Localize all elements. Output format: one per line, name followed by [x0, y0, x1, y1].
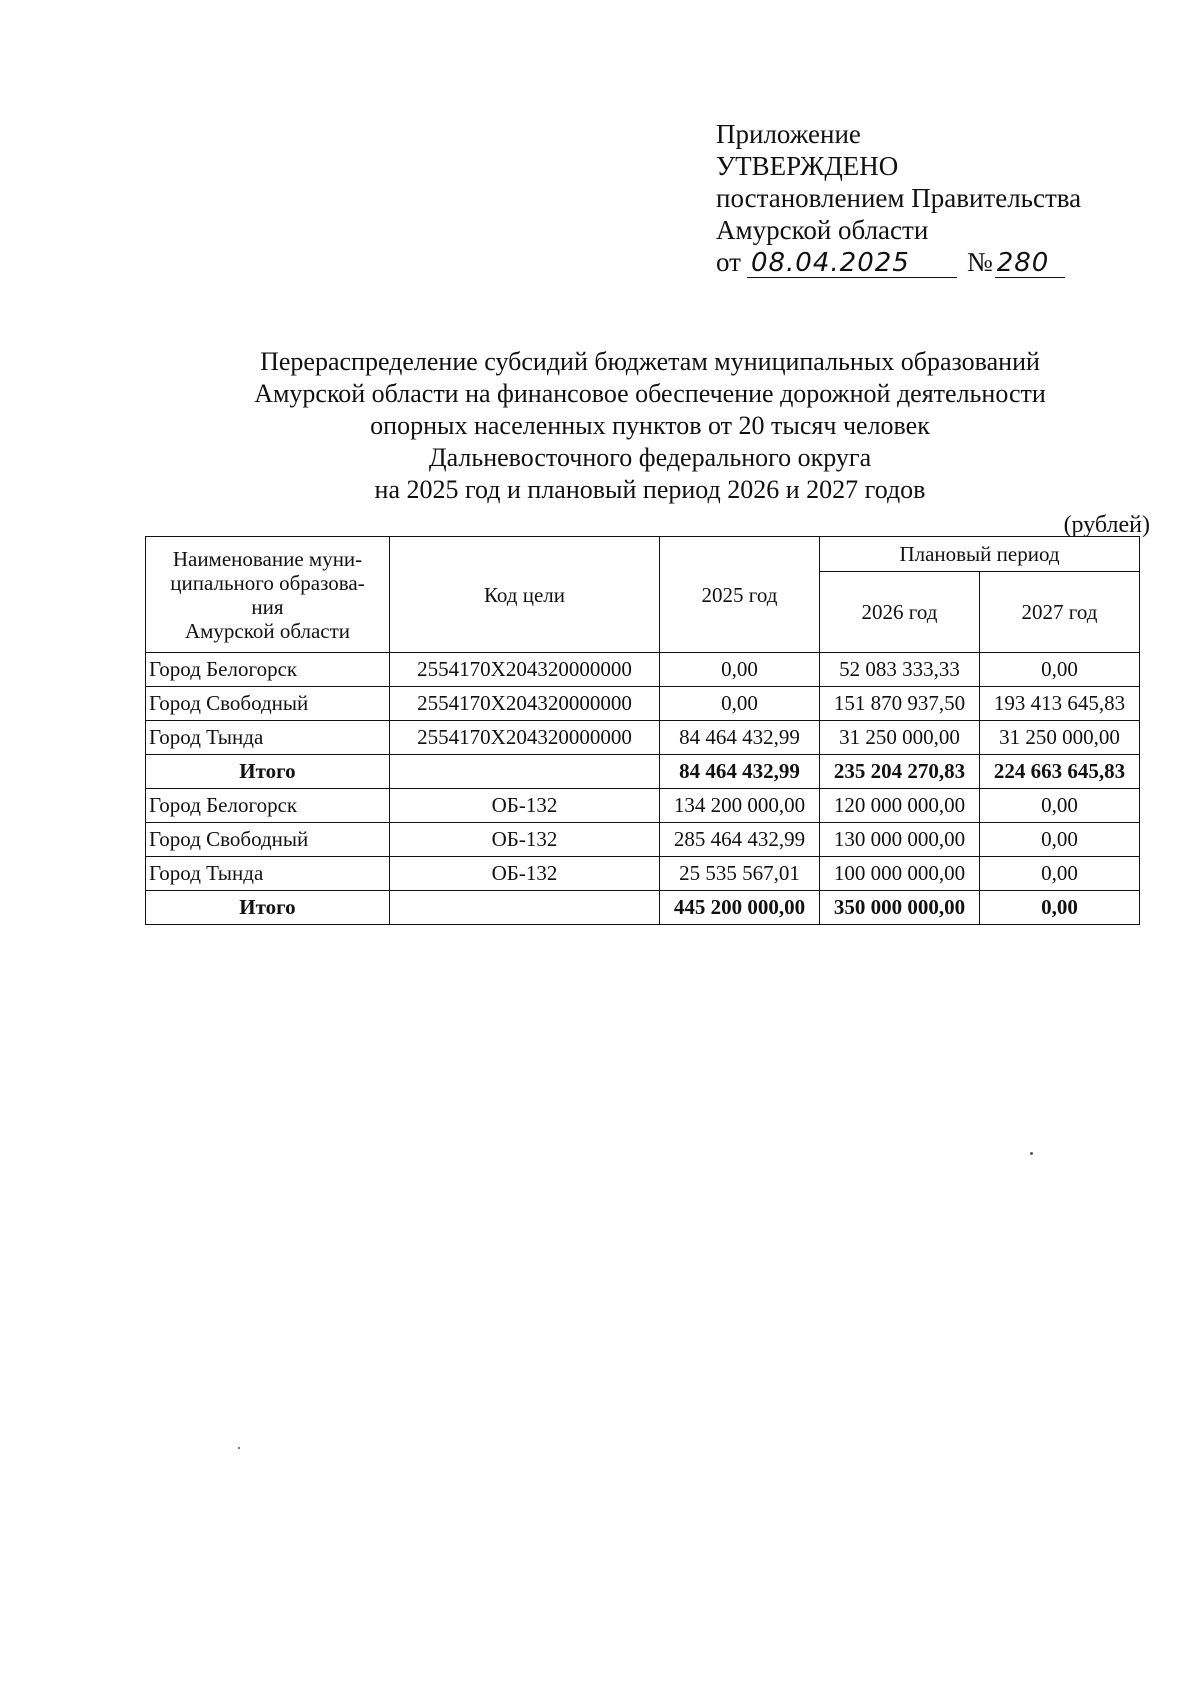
amount-2026-cell: 31 250 000,00: [820, 721, 980, 755]
amount-2027-cell: 193 413 645,83: [980, 687, 1140, 721]
header-2025: 2025 год: [660, 537, 820, 653]
amount-2026-cell: 52 083 333,33: [820, 653, 980, 687]
municipality-cell: Итого: [146, 891, 390, 925]
amount-2026-cell: 130 000 000,00: [820, 823, 980, 857]
table-row: [146, 823, 1140, 857]
amount-2026-cell: 151 870 937,50: [820, 687, 980, 721]
municipality-cell: Город Белогорск: [146, 789, 390, 823]
municipality-cell: Итого: [146, 755, 390, 789]
amount-2025-cell: 445 200 000,00: [660, 891, 820, 925]
amount-2025-cell: 134 200 000,00: [660, 789, 820, 823]
table-row: [146, 653, 1140, 687]
document-title: [140, 346, 1160, 506]
target-code-cell: ОБ-132: [390, 857, 660, 891]
table-row: [146, 789, 1140, 823]
amount-2026-cell: 120 000 000,00: [820, 789, 980, 823]
table-body: [146, 653, 1140, 925]
amount-2025-cell: 84 464 432,99: [660, 755, 820, 789]
amount-2027-cell: 0,00: [980, 789, 1140, 823]
date-prefix: от: [716, 247, 741, 277]
amount-2027-cell: 224 663 645,83: [980, 755, 1140, 789]
region-label: Амурской области: [716, 215, 929, 245]
header-planned-period: Плановый период: [820, 537, 1140, 572]
municipality-cell: Город Свободный: [146, 687, 390, 721]
title-line-1: Перераспределение субсидий бюджетам муниципальных образований: [260, 347, 1040, 376]
amount-2026-cell: 235 204 270,83: [820, 755, 980, 789]
appendix-label: Приложение: [716, 119, 861, 149]
resolution-label: постановлением Правительства: [716, 183, 1082, 213]
table-row: [146, 891, 1140, 925]
number-prefix: №: [966, 247, 993, 277]
approved-label: УТВЕРЖДЕНО: [716, 151, 899, 181]
scan-speck: [238, 1447, 240, 1449]
target-code-cell: ОБ-132: [390, 789, 660, 823]
municipality-cell: Город Тында: [146, 857, 390, 891]
amount-2027-cell: 31 250 000,00: [980, 721, 1140, 755]
target-code-cell: 2554170X204320000000: [390, 653, 660, 687]
amount-2025-cell: 0,00: [660, 687, 820, 721]
units-label: (рублей): [1063, 512, 1150, 538]
amount-2027-cell: 0,00: [980, 653, 1140, 687]
date-number-line: [716, 246, 1081, 278]
municipality-cell: Город Тында: [146, 721, 390, 755]
municipality-cell: Город Белогорск: [146, 653, 390, 687]
amount-2027-cell: 0,00: [980, 823, 1140, 857]
header-2027: 2027 год: [980, 572, 1140, 653]
header-2026: 2026 год: [820, 572, 980, 653]
target-code-cell: [390, 755, 660, 789]
table-row: [146, 857, 1140, 891]
approval-block: [716, 118, 1081, 278]
title-line-3: опорных населенных пунктов от 20 тысяч человек: [370, 411, 930, 440]
header-target-code: Код цели: [390, 537, 660, 653]
target-code-cell: 2554170X204320000000: [390, 687, 660, 721]
table-row: [146, 721, 1140, 755]
handwritten-date: 08.04.2025: [747, 249, 957, 278]
table-row: [146, 755, 1140, 789]
handwritten-number: 280: [995, 249, 1065, 278]
amount-2027-cell: 0,00: [980, 891, 1140, 925]
target-code-cell: ОБ-132: [390, 823, 660, 857]
title-line-5: на 2025 год и плановый период 2026 и 2027 годов: [374, 475, 926, 504]
scan-speck: [1030, 1152, 1033, 1155]
title-line-2: Амурской области на финансовое обеспечение дорожной деятельности: [254, 379, 1046, 408]
target-code-cell: [390, 891, 660, 925]
amount-2026-cell: 350 000 000,00: [820, 891, 980, 925]
amount-2025-cell: 84 464 432,99: [660, 721, 820, 755]
header-municipality: Наименование муни- ципального образова- ния Амурской области: [146, 537, 390, 653]
amount-2025-cell: 0,00: [660, 653, 820, 687]
municipality-cell: Город Свободный: [146, 823, 390, 857]
target-code-cell: 2554170X204320000000: [390, 721, 660, 755]
amount-2026-cell: 100 000 000,00: [820, 857, 980, 891]
amount-2025-cell: 25 535 567,01: [660, 857, 820, 891]
amount-2025-cell: 285 464 432,99: [660, 823, 820, 857]
amount-2027-cell: 0,00: [980, 857, 1140, 891]
subsidy-table: [145, 536, 1140, 925]
table-row: [146, 687, 1140, 721]
title-line-4: Дальневосточного федерального округа: [428, 443, 872, 472]
